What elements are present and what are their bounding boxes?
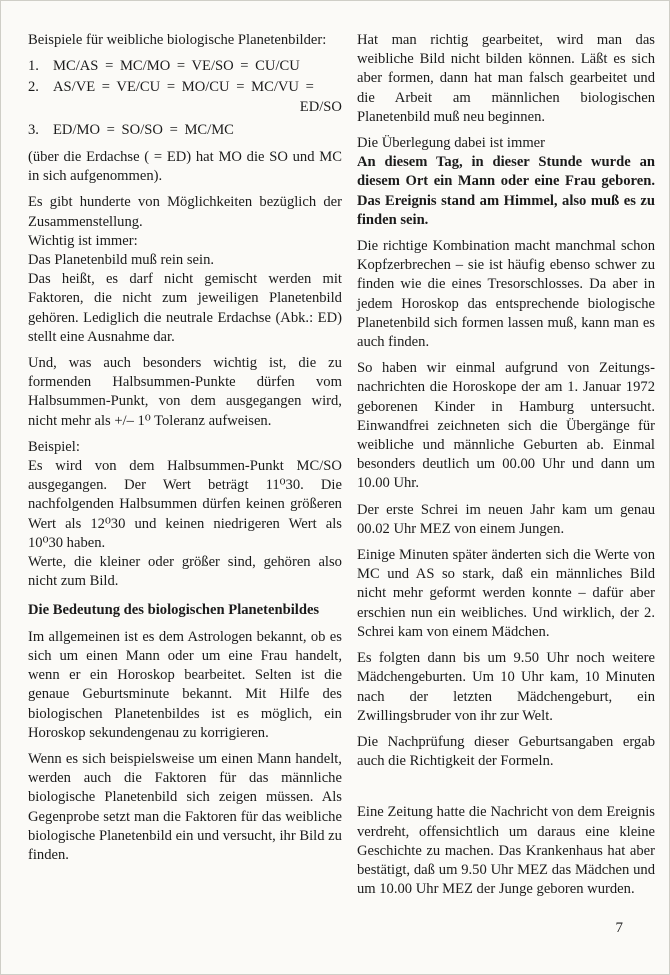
paragraph-values-changed: Einige Minuten später änderten sich die Werte von MC und AS so stark, daß ein männliches Bild nicht mehr geformt werden konnte – dafür aber erschien nun ein weibliches. Und wirklich, der 2. Schrei kam von einem Mädchen. (356, 547, 655, 640)
paragraph-hamburg-study: So haben wir einmal aufgrund von Zeitungsnachrichten die Horoskope der am 1. Januar 1972 geborenen Kinder in Hamburg untersucht. Einwandfrei zeichneten sich die Übergänge für weibliche und männliche Geburten ab. Einmal besonders deutlich um 00.00 Uhr und dann um 10.00 Uhr. (356, 360, 655, 492)
formula-list-item (28, 57, 342, 76)
rules-block (28, 193, 342, 347)
page-number: 7 (615, 920, 623, 936)
paragraph-newspaper: Eine Zeitung hatte die Nachricht von dem Ereignis verdreht, offensichtlich um daraus eine kleine Geschichte zu machen. Das Krankenhaus hat aber bestätigt, daß um 9.50 Uhr MEZ das Mädchen und um 10.00 Uhr MEZ der Junge geboren wurden. (356, 804, 655, 898)
paragraph-check: Hat man richtig gearbeitet, wird man das weibliche Bild nicht bilden können. Läßt es sich aber formen, dann hat man falsch gearbeitet und die Arbeit am männlichen biologischen Planetenbild muß neu beginnen. (356, 32, 655, 125)
formula-body (53, 78, 342, 116)
paragraph-combination: Die richtige Kombination macht manchmal schon Kopfzerbrechen – sie ist häufig ebenso schwer zu finden wie die eines Tresorschlosses. Da aber in jedem Horoskop das entsprechende biologische Planetenbild sich formen lassen muß, kann man es auch finden. (356, 238, 655, 351)
consideration-block (357, 134, 655, 230)
formula-body (53, 121, 342, 140)
formula-list (28, 57, 342, 140)
rule-line: Das heißt, es darf nicht gemischt werden mit Faktoren, die nicht zum jeweiligen Planetenbild gehören. Lediglich die neutrale Erdachse (Abk.: ED) stellt eine Ausnahme dar. (28, 271, 342, 345)
section-heading-meaning: Die Bedeutung des biologischen Planetenbildes (28, 602, 320, 619)
left-column (28, 31, 342, 906)
rule-line: Es gibt hunderte von Möglichkeiten bezüglich der Zusammenstellung. (28, 194, 342, 230)
paragraph-erdachse-note: (über die Erdachse ( = ED) hat MO die SO und MC in sich aufgenommen). (28, 149, 342, 185)
two-column-layout (28, 31, 655, 906)
formula-number: 1. (28, 58, 39, 75)
formula-number: 2. (28, 79, 39, 96)
paragraph-more-births: Es folgten dann bis um 9.50 Uhr noch weitere Mädchengeburten. Um 10 Uhr kam, 10 Minuten nach der letzten Mädchengeburt, ein Zwillingsbruder von ihr zur Welt. (356, 650, 655, 724)
formula-continuation: ED/SO (299, 98, 342, 115)
consideration-statement: An diesem Tag, in dieser Stunde wurde an diesem Ort ein Mann oder eine Frau geboren. Das Ereignis stand am Himmel, also muß es zu finden sein. (356, 154, 655, 228)
formula-text: AS/VE = VE/CU = MO/CU = MC/VU = (53, 79, 314, 96)
rule-line: Wichtig ist immer: (28, 232, 138, 249)
formula-list-item (28, 78, 342, 116)
formula-number: 3. (28, 121, 39, 138)
paragraph-meaning-2: Wenn es sich beispielsweise um einen Mann handelt, werden auch die Faktoren für das männliche biologische Planetenbild sich zeigen müssen. Als Gegenprobe setzt man die Faktoren für das weibliche biologische Planetenbild ein und versucht, ihr Bild zu finden. (28, 750, 342, 863)
example-block (28, 438, 342, 592)
paragraph-meaning-1: Im allgemeinen ist es dem Astrologen bekannt, ob es sich um einen Mann oder um eine Frau handelt, wenn er ein Horoskop bearbeitet. Selten ist die genaue Geburtsminute bekannt. Mit Hilfe des biologischen Planetenbildes ist es möglich, ein Horoskop sekundengenau zu korrigieren. (28, 628, 342, 741)
paragraph-verification: Die Nachprüfung dieser Geburtsangaben ergab auch die Richtigkeit der Formeln. (356, 733, 655, 770)
paragraph-examples-intro: Beispiele für weibliche biologische Planetenbilder: (28, 32, 327, 48)
rule-line: Das Planetenbild muß rein sein. (28, 252, 215, 269)
right-column (357, 31, 655, 906)
formula-list-item (28, 121, 342, 140)
consideration-intro: Die Überlegung dabei ist immer (356, 135, 546, 152)
example-note: Werte, die kleiner oder größer sind, gehören also nicht zum Bild. (28, 554, 342, 590)
paragraph-tolerance: Und, was auch besonders wichtig ist, die zu formenden Halbsummen-Punkte dürfen vom Halbsummen-Punkt, von dem ausgegangen wird, nicht mehr als +/– 1⁰ Toleranz aufweisen. (28, 355, 342, 429)
paragraph-first-cry: Der erste Schrei im neuen Jahr kam um genau 00.02 Uhr MEZ von einem Jungen. (356, 501, 655, 537)
formula-text: ED/MO = SO/SO = MC/MC (53, 121, 234, 138)
formula-text: MC/AS = MC/MO = VE/SO = CU/CU (53, 58, 300, 75)
formula-body (53, 57, 342, 76)
example-body: Es wird von dem Halbsummen-Punkt MC/SO ausgegangen. Der Wert beträgt 11⁰30. Die nachfolgenden Halbsummen dürfen keinen größeren Wert als 12⁰30 und keinen niedrigeren Wert als 10⁰30 haben. (28, 458, 342, 551)
example-label: Beispiel: (28, 438, 80, 455)
